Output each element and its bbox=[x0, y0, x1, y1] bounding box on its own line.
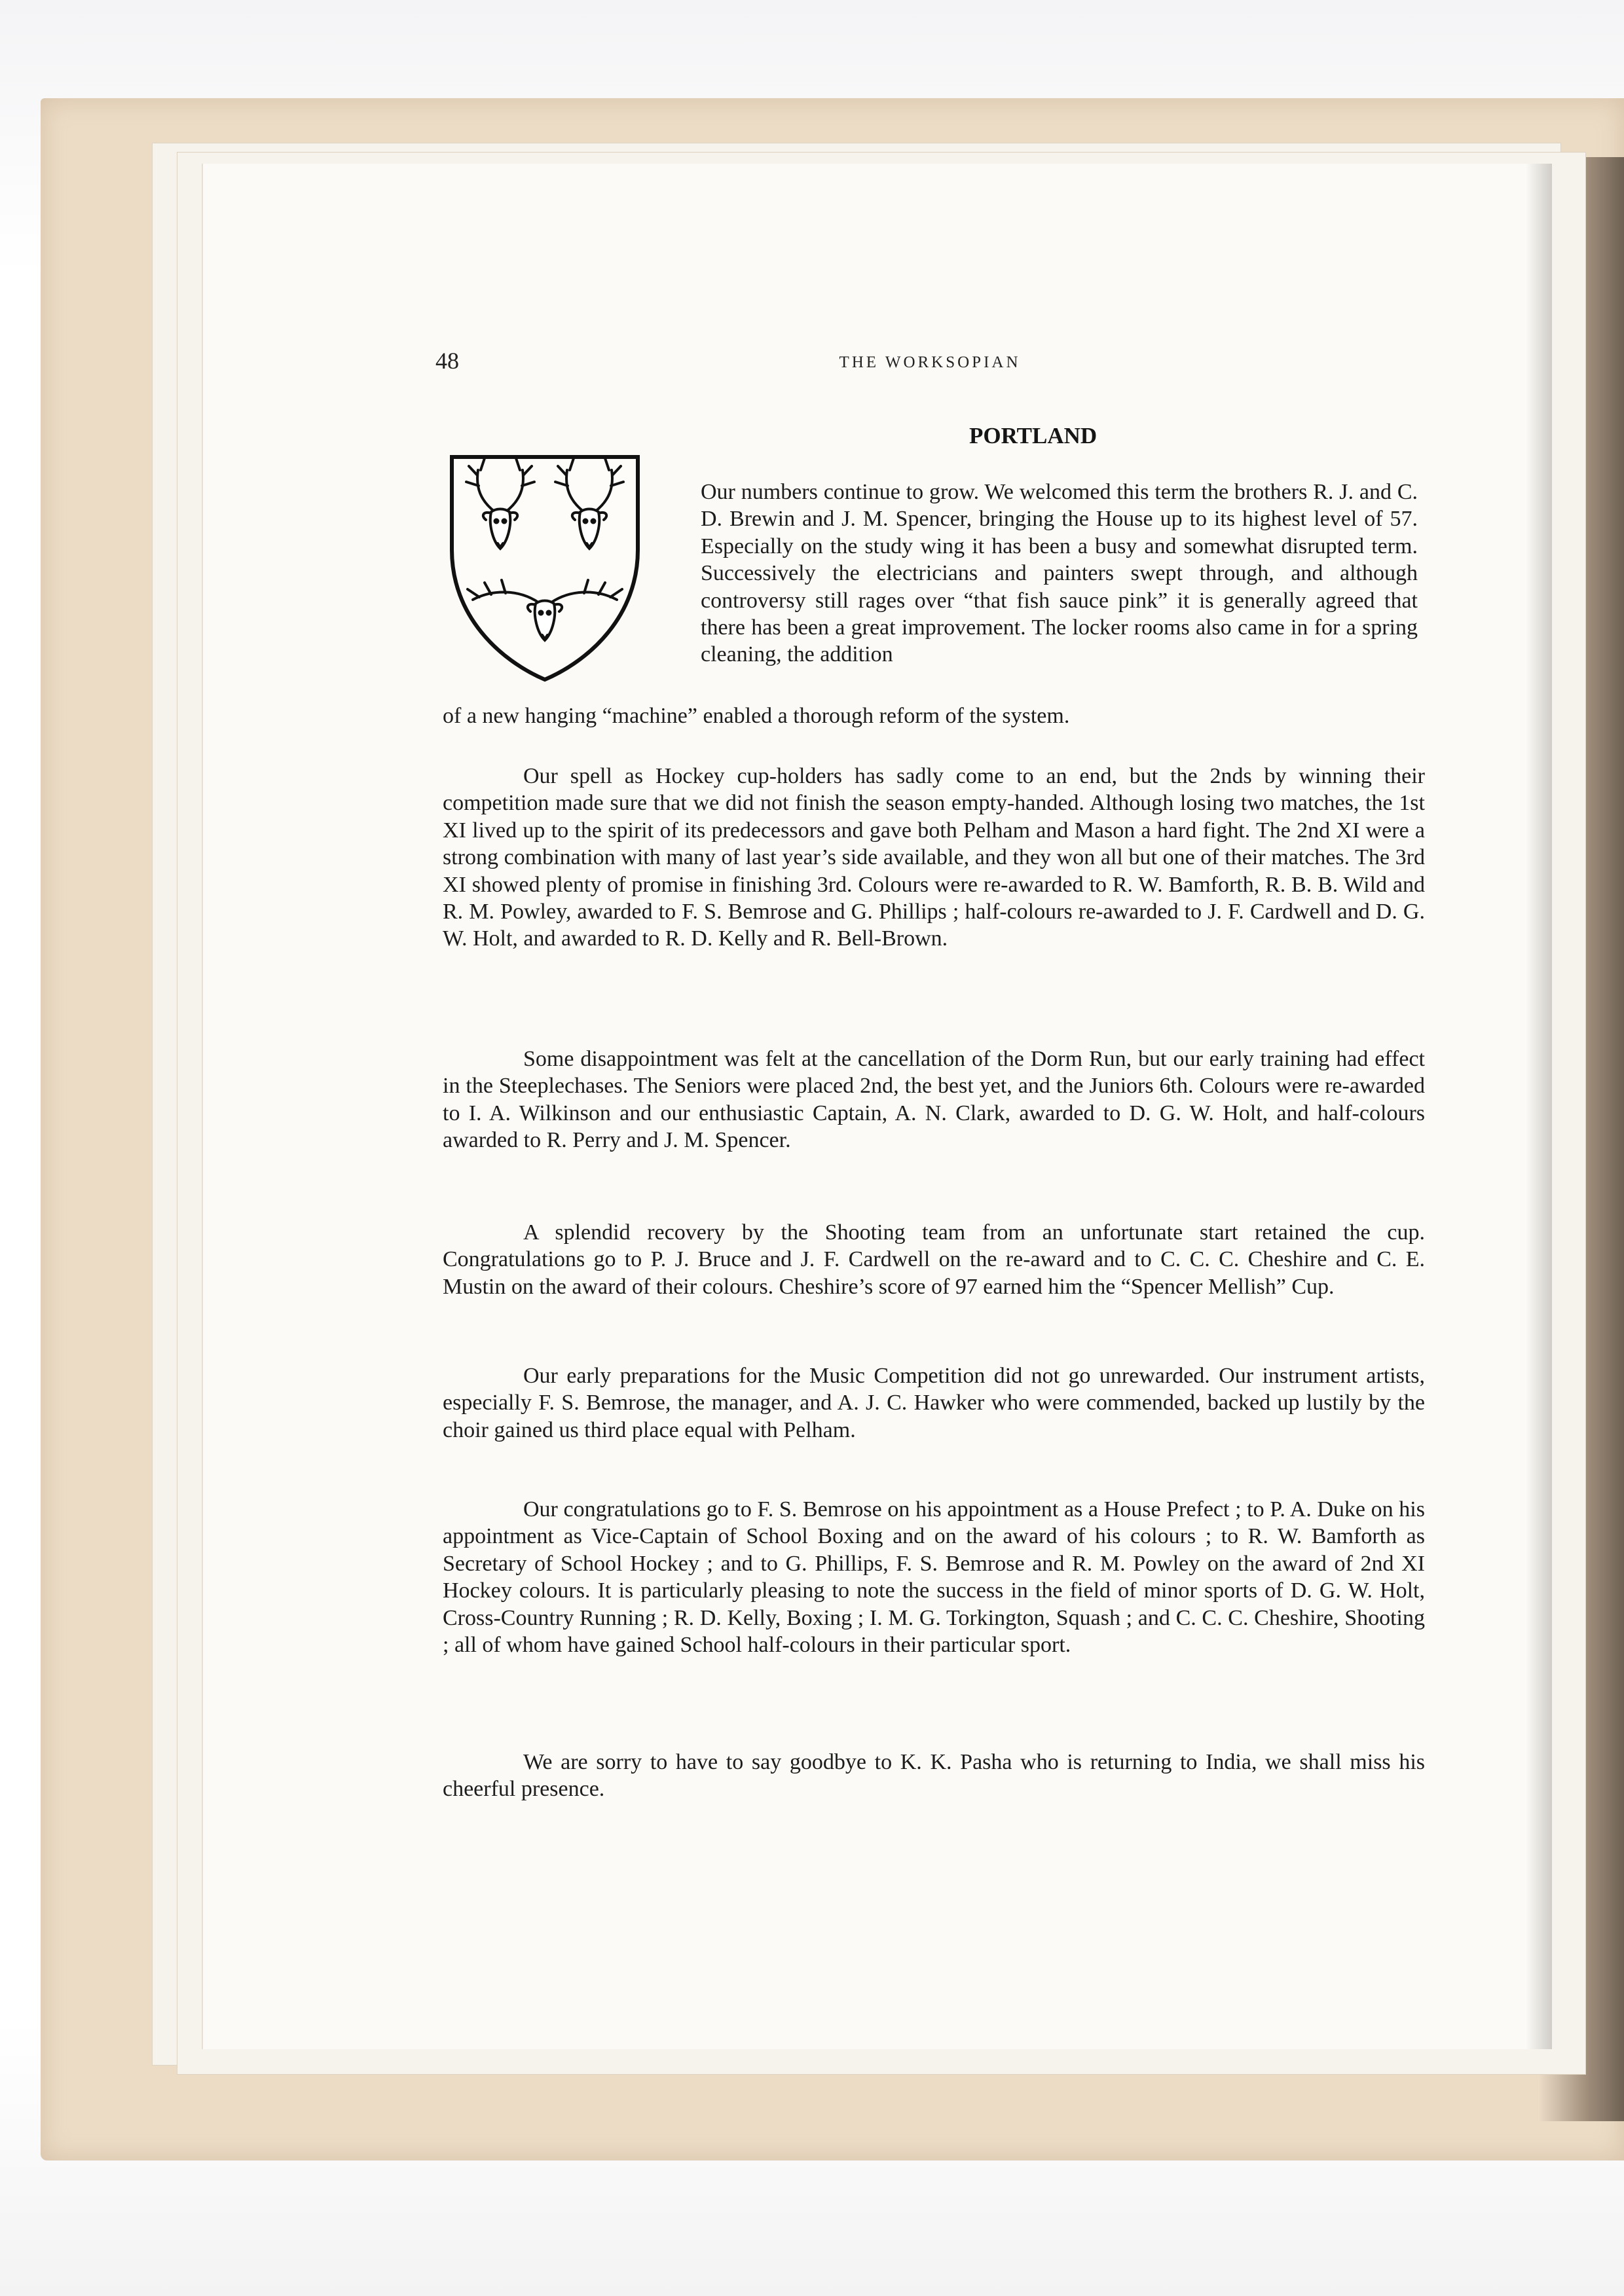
page-gutter-shadow bbox=[1526, 164, 1552, 2049]
section-title: PORTLAND bbox=[969, 423, 1098, 448]
paragraph-farewell: We are sorry to have to say goodbye to K. K. Pasha who is returning to India, we shall miss his cheerful presence. bbox=[443, 1750, 1425, 1802]
paragraph-hockey: Our spell as Hockey cup-holders has sadly come to an end, but the 2nds by winning their competition made sure that we did not finish the season empty-handed. Although losing two matches, the 1st XI lived up to the spirit of its predecessors and gave both Pelham and Mason a hard fight. The 2nd XI were a strong combination with many of last year’s side available, and they won all but one of their matches. The 3rd XI showed plenty of promise in finishing 3rd. Colours were re-awarded to R. W. Bamforth, R. B. B. Wild and R. M. Powley, awarded to F. S. Bemrose and G. Phillips ; half-colours re-awarded to J. F. Cardwell and D. G. W. Holt, and awarded to R. D. Kelly and R. Bell-Brown. bbox=[443, 764, 1425, 951]
paragraph-shooting: A splendid recovery by the Shooting team from an unfortunate start retained the cup. Congratulations go to P. J. Bruce and J. F. Cardwell on the re-award and to C. C. C. Cheshire and C. E. Mustin on the award of their colours. Cheshire’s score of 97 earned him the “Spencer Mellish” Cup. bbox=[443, 1220, 1425, 1299]
page-number: 48 bbox=[435, 348, 459, 374]
paragraph-intro: Our numbers continue to grow. We welcomed this term the brothers R. J. and C. D. Brewin and J. M. Spencer, bringing the House up to its highest level of 57. Especially on the study wing it has been a busy and somewhat disrupted term. Successively the electricians and painters swept through, and although controversy still rages over “that fish sauce pink” it is generally agreed that there has been a great improvement. The locker rooms also came in for a spring cleaning, the addition bbox=[701, 480, 1418, 667]
paragraph-congratulations: Our congratulations go to F. S. Bemrose on his appointment as a House Prefect ; to P. A. Duke on his appointment as Vice-Captain of School Boxing and on the award of his colours ; to R. W. Bamforth as Secretary of School Hockey ; and to G. Phillips, F. S. Bemrose and R. M. Powley on the award of 2nd XI Hockey colours. It is particularly pleasing to note the success in the field of minor sports of D. G. W. Holt, Cross-Country Running ; R. D. Kelly, Boxing ; I. M. G. Torkington, Squash ; and C. C. C. Cheshire, Shooting ; all of whom have gained School half-colours in their particular sport. bbox=[443, 1497, 1425, 1658]
shield-three-stag-heads-icon bbox=[447, 452, 643, 684]
paragraph-music: Our early preparations for the Music Competition did not go unrewarded. Our instrument artists, especially F. S. Bemrose, the manager, and A. J. C. Hawker who were commended, backed up lustily by the choir gained us third place equal with Pelham. bbox=[443, 1364, 1425, 1442]
paragraph-intro-tail: of a new hanging “machine” enabled a thorough reform of the system. bbox=[443, 704, 1070, 728]
running-head bbox=[435, 347, 1424, 384]
paragraph-steeplechase: Some disappointment was felt at the cancellation of the Dorm Run, but our early training had effect in the Steeplechases. The Seniors were placed 2nd, the best yet, and the Juniors 6th. Colours were re-awarded to I. A. Wilkinson and our enthusiastic Captain, A. N. Clark, awarded to D. G. W. Holt, and half-colours awarded to R. Perry and J. M. Spencer. bbox=[443, 1047, 1425, 1153]
journal-title: THE WORKSOPIAN bbox=[839, 354, 1021, 371]
